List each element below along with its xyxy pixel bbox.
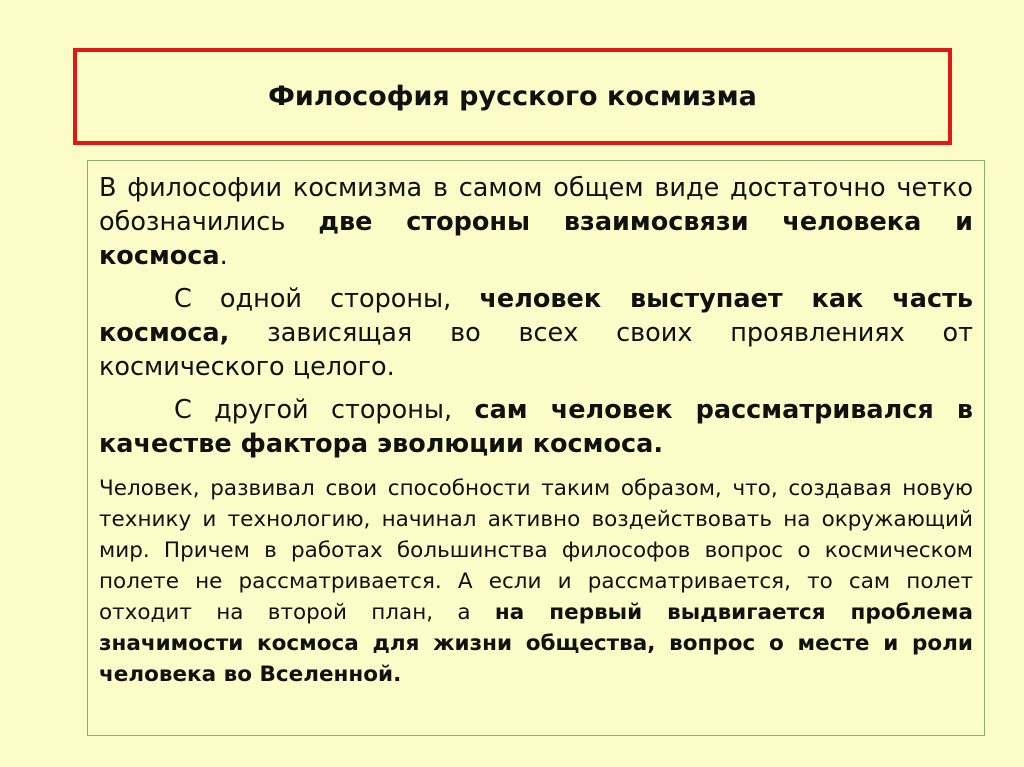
text-segment: Человек, развивал свои способности таким образом, что, создавая новую технику и технологию, начинал активно воздействовать на окружающий мир. Причем в работах большинства философов вопрос о космическом полете не рассматривается. А если и рассматривается, то сам полет отходит на второй план, а xyxy=(99,476,973,625)
text-segment: . xyxy=(219,241,228,271)
bold-segment: на первый выдвигается проблема значимости космоса для жизни общества, вопрос о месте и роли человека во Вселенной. xyxy=(99,600,973,687)
paragraph-2 xyxy=(99,282,973,384)
bold-segment: человек выступает как часть космоса, xyxy=(99,284,973,348)
text-segment: С одной стороны, xyxy=(174,284,480,314)
paragraph-1 xyxy=(99,171,973,273)
paragraph-3 xyxy=(99,393,973,461)
slide-title: Философия русского космизма xyxy=(268,81,757,112)
text-segment: В философии космизма в самом общем виде достаточно четко обозначились xyxy=(99,173,973,237)
paragraph-4 xyxy=(99,473,973,690)
text-segment: зависящая во всех своих проявлениях от космического целого. xyxy=(99,318,973,382)
content-box xyxy=(87,160,985,736)
title-box xyxy=(73,48,952,145)
text-segment: С другой стороны, xyxy=(174,395,475,425)
bold-segment: сам человек рассматривался в качестве фактора эволюции космоса. xyxy=(99,395,974,459)
bold-segment: две стороны взаимосвязи человека и космоса xyxy=(99,207,973,271)
